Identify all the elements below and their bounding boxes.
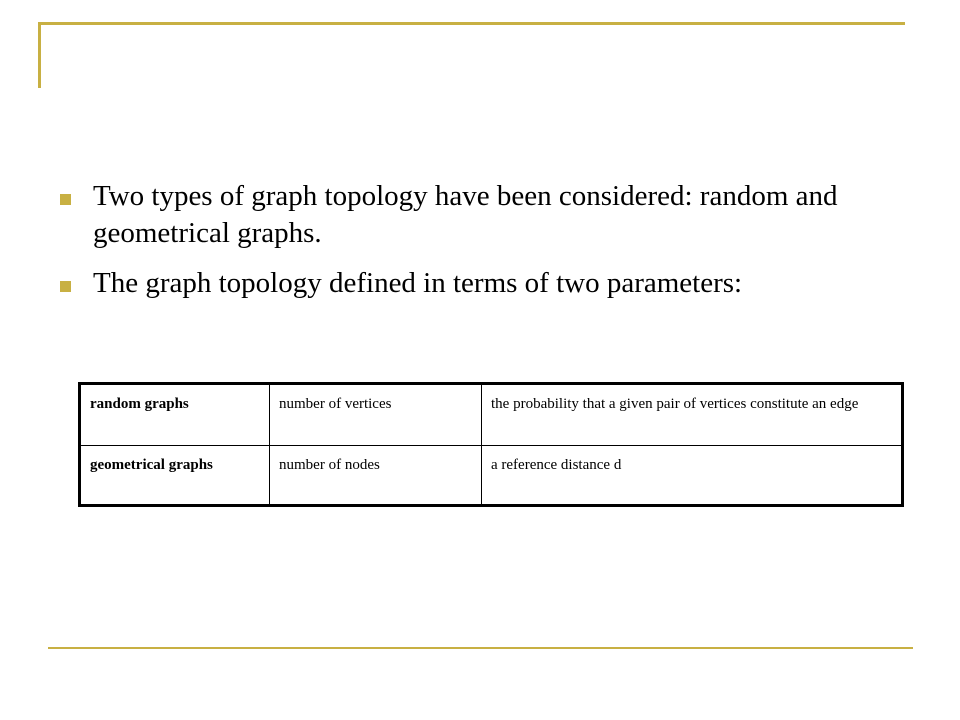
table-cell-parameter-2: the probability that a given pair of vertices constitute an edge (482, 384, 903, 446)
table-row (80, 384, 903, 446)
frame-bottom-rule (48, 647, 913, 649)
table-cell-graph-type: geometrical graphs (80, 446, 270, 506)
parameters-table (78, 382, 904, 507)
bullet-item (58, 178, 918, 252)
bullet-list (58, 178, 918, 315)
square-bullet-icon (60, 194, 71, 205)
square-bullet-icon (60, 281, 71, 292)
table-cell-graph-type: random graphs (80, 384, 270, 446)
table-cell-parameter-2: a reference distance d (482, 446, 903, 506)
table-cell-parameter-1: number of vertices (270, 384, 482, 446)
frame-left-rule (38, 22, 41, 88)
table-cell-parameter-1: number of nodes (270, 446, 482, 506)
table-row (80, 446, 903, 506)
bullet-item (58, 265, 918, 302)
frame-top-rule (39, 22, 905, 25)
bullet-text: Two types of graph topology have been considered: random and geometrical graphs. (93, 180, 838, 249)
bullet-text: The graph topology defined in terms of two parameters: (93, 267, 743, 299)
